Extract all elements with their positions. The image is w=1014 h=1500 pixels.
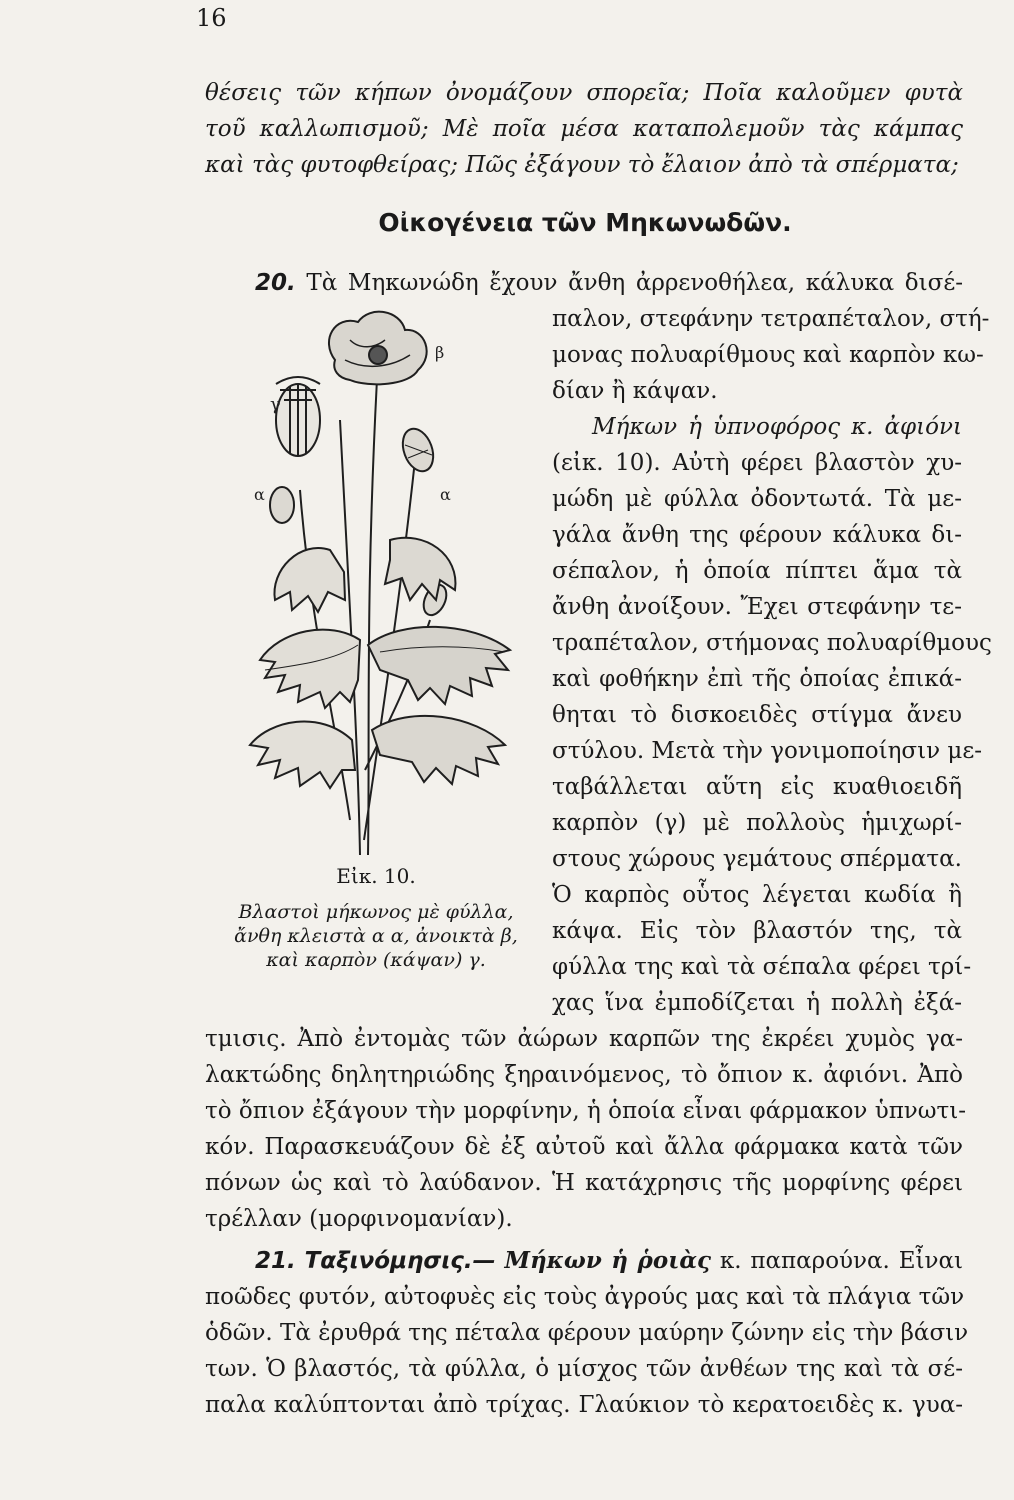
paragraph-line: ἄνθη ἀνοίξουν. Ἔχει στεφάνην τε-: [552, 594, 962, 620]
paragraph-line: σέπαλον, ἡ ὁποία πίπτει ἅμα τὰ: [552, 558, 962, 584]
paragraph-line: καρπὸν (γ) μὲ πολλοὺς ἡμιχωρί-: [552, 810, 962, 836]
figure-label: Εἰκ. 10.: [336, 864, 416, 888]
paragraph-line: Μήκων ἡ ὑπνοφόρος κ. ἀφιόνι: [592, 414, 962, 440]
figure-letter-alpha: α: [254, 485, 265, 504]
poppy-illustration: [240, 300, 550, 860]
paragraph-line: τραπέταλον, στήμονας πολυαρίθμους: [552, 630, 992, 656]
figure-letter-gamma: γ: [270, 394, 281, 415]
paragraph-line: πόνων ὡς καὶ τὸ λαύδανον. Ἡ κατάχρησις τῆς μορφίνης φέρει: [205, 1170, 963, 1196]
figure-caption-line: Βλαστοὶ μήκωνος μὲ φύλλα,: [238, 901, 514, 923]
paragraph-line: μονας πολυαρίθμους καὶ καρπὸν κω-: [552, 342, 984, 368]
paragraph-line: στους χώρους γεμάτους σπέρματα.: [552, 846, 962, 872]
paragraph-line: χας ἵνα ἐμποδίζεται ἡ πολλὴ ἐξά-: [552, 990, 962, 1016]
page-number: 16: [196, 4, 227, 32]
section-heading: Οἰκογένεια τῶν Μηκωνωδῶν.: [378, 208, 792, 237]
paragraph-text: κ. παπαρούνα. Εἶναι: [719, 1248, 964, 1274]
paragraph-line: τρέλλαν (μορφινομανίαν).: [205, 1206, 513, 1232]
paragraph-line: ταβάλλεται αὕτη εἰς κυαθιοειδῆ: [552, 774, 962, 800]
paragraph-20-first-line: [255, 268, 963, 298]
paragraph-line: καὶ φοθήκην ἐπὶ τῆς ὁποίας ἐπικά-: [552, 666, 962, 692]
paragraph-line: (εἰκ. 10). Αὐτὴ φέρει βλαστὸν χυ-: [552, 450, 962, 476]
paragraph-21-first-line: [255, 1246, 963, 1276]
species-name: Μήκων ἡ ῥοιὰς: [504, 1247, 712, 1274]
paragraph-line: Ὁ καρπὸς οὗτος λέγεται κωδία ἢ: [552, 882, 962, 908]
paragraph-line: παλον, στεφάνην τετραπέταλον, στή-: [552, 306, 990, 332]
paragraph-line: λακτώδης δηλητηριώδης ξηραινόμενος, τὸ ὄπιον κ. ἀφιόνι. Ἀπὸ: [205, 1062, 963, 1088]
paragraph-line: μώδη μὲ φύλλα ὀδοντωτά. Τὰ με-: [552, 486, 962, 512]
paragraph-title: Ταξινόμησις.—: [304, 1248, 496, 1274]
paragraph-line: των. Ὁ βλαστός, τὰ φύλλα, ὁ μίσχος τῶν ἀνθέων της καὶ τὰ σέ-: [205, 1356, 963, 1382]
question-line: τοῦ καλλωπισμοῦ; Μὲ ποῖα μέσα καταπολεμοῦν τὰς κάμπας: [205, 116, 963, 142]
paragraph-text: Τὰ Μηκωνώδη ἔχουν ἄνθη ἀρρενοθήλεα, κάλυκα δισέ-: [306, 270, 964, 296]
figure-caption-line: καὶ καρπὸν (κάψαν) γ.: [266, 949, 486, 971]
paragraph-line: θηται τὸ δισκοειδὲς στίγμα ἄνευ: [552, 702, 962, 728]
question-line: θέσεις τῶν κήπων ὀνομάζουν σπορεῖα; Ποῖα καλοῦμεν φυτὰ: [205, 80, 963, 106]
paragraph-line: τὸ ὄπιον ἐξάγουν τὴν μορφίνην, ἡ ὁποία εἶναι φάρμακον ὑπνωτι-: [205, 1098, 967, 1124]
paragraph-line: φύλλα της καὶ τὰ σέπαλα φέρει τρί-: [552, 954, 972, 980]
paragraph-line: τμισις. Ἀπὸ ἐντομὰς τῶν ἀώρων καρπῶν της ἐκρέει χυμὸς γα-: [205, 1026, 963, 1052]
paragraph-number: 21.: [255, 1248, 296, 1274]
paragraph-line: κάψα. Εἰς τὸν βλαστόν της, τὰ: [552, 918, 962, 944]
question-line: καὶ τὰς φυτοφθείρας; Πῶς ἐξάγουν τὸ ἔλαιον ἀπὸ τὰ σπέρματα;: [205, 152, 959, 178]
paragraph-number: 20.: [255, 270, 296, 296]
paragraph-line: γάλα ἄνθη της φέρουν κάλυκα δι-: [552, 522, 962, 548]
paragraph-line: ποῶδες φυτόν, αὐτοφυὲς εἰς τοὺς ἀγρούς μας καὶ τὰ πλάγια τῶν: [205, 1284, 965, 1310]
figure-letter-alpha: α: [440, 485, 451, 504]
paragraph-line: δίαν ἢ κάψαν.: [552, 378, 718, 404]
paragraph-line: παλα καλύπτονται ἀπὸ τρίχας. Γλαύκιον τὸ κερατοειδὲς κ. γυα-: [205, 1392, 963, 1418]
paragraph-line: κόν. Παρασκευάζουν δὲ ἐξ αὐτοῦ καὶ ἄλλα φάρμακα κατὰ τῶν: [205, 1134, 963, 1160]
figure-caption-line: ἄνθη κλειστὰ α α, ἀνοικτὰ β,: [234, 925, 518, 947]
figure-letter-beta: β: [435, 343, 445, 362]
paragraph-line: στύλου. Μετὰ τὴν γονιμοποίησιν με-: [552, 738, 983, 764]
paragraph-line: ὁδῶν. Τὰ ἐρυθρά της πέταλα φέρουν μαύρην ζώνην εἰς τὴν βάσιν: [205, 1320, 969, 1346]
